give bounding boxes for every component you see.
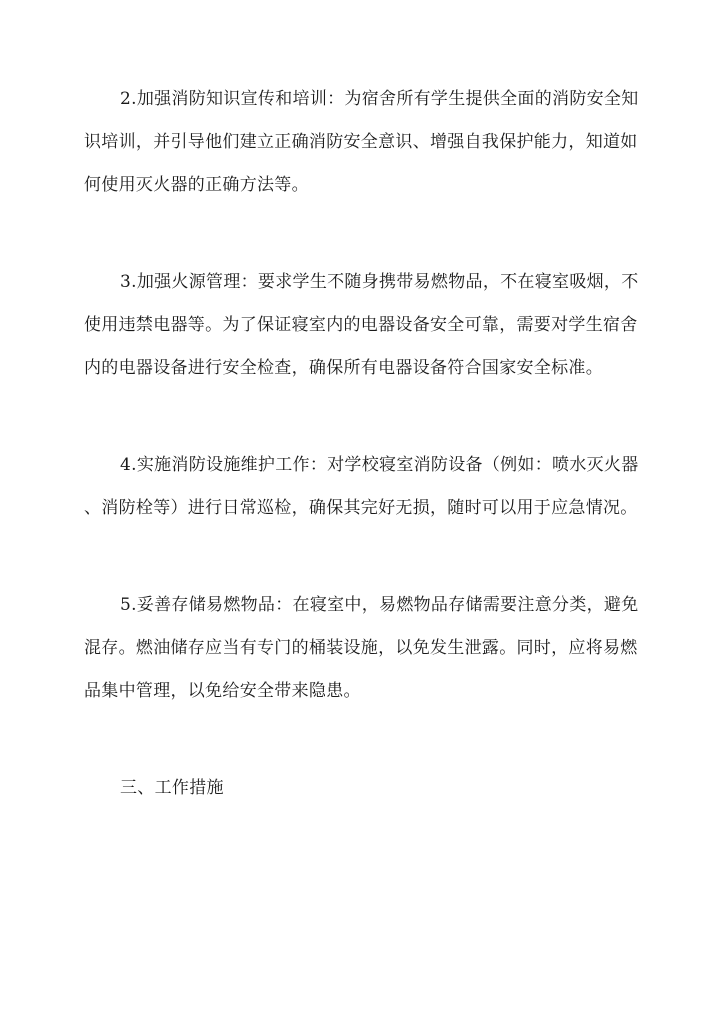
paragraph-3-line-3: 内的电器设备进行安全检查，确保所有电器设备符合国家安全标准。	[84, 358, 603, 378]
paragraph-2-line-2: 识培训，并引导他们建立正确消防安全意识、增强自我保护能力，知道如	[84, 132, 638, 152]
paragraph-5-line-3: 品集中管理，以免给安全带来隐患。	[84, 681, 361, 701]
paragraph-2-line-1: 2.加强消防知识宣传和培训：为宿舍所有学生提供全面的消防安全知	[120, 89, 639, 109]
paragraph-5-line-2: 混存。燃油储存应当有专门的桶装设施，以免发生泄露。同时，应将易燃	[84, 638, 638, 658]
paragraph-4-line-2: 、消防栓等）进行日常巡检，确保其完好无损，随时可以用于应急情况。	[84, 498, 638, 518]
paragraph-4-line-1: 4.实施消防设施维护工作：对学校寝室消防设备（例如：喷水灭火器	[120, 455, 639, 475]
paragraph-3-line-1: 3.加强火源管理：要求学生不随身携带易燃物品，不在寝室吸烟，不	[120, 272, 639, 292]
paragraph-5-line-1: 5.妥善存储易燃物品：在寝室中，易燃物品存储需要注意分类，避免	[120, 595, 639, 615]
paragraph-3-line-2: 使用违禁电器等。为了保证寝室内的电器设备安全可靠，需要对学生宿舍	[84, 315, 638, 335]
section-heading: 三、工作措施	[120, 778, 224, 798]
paragraph-2-line-3: 何使用灭火器的正确方法等。	[84, 175, 309, 195]
